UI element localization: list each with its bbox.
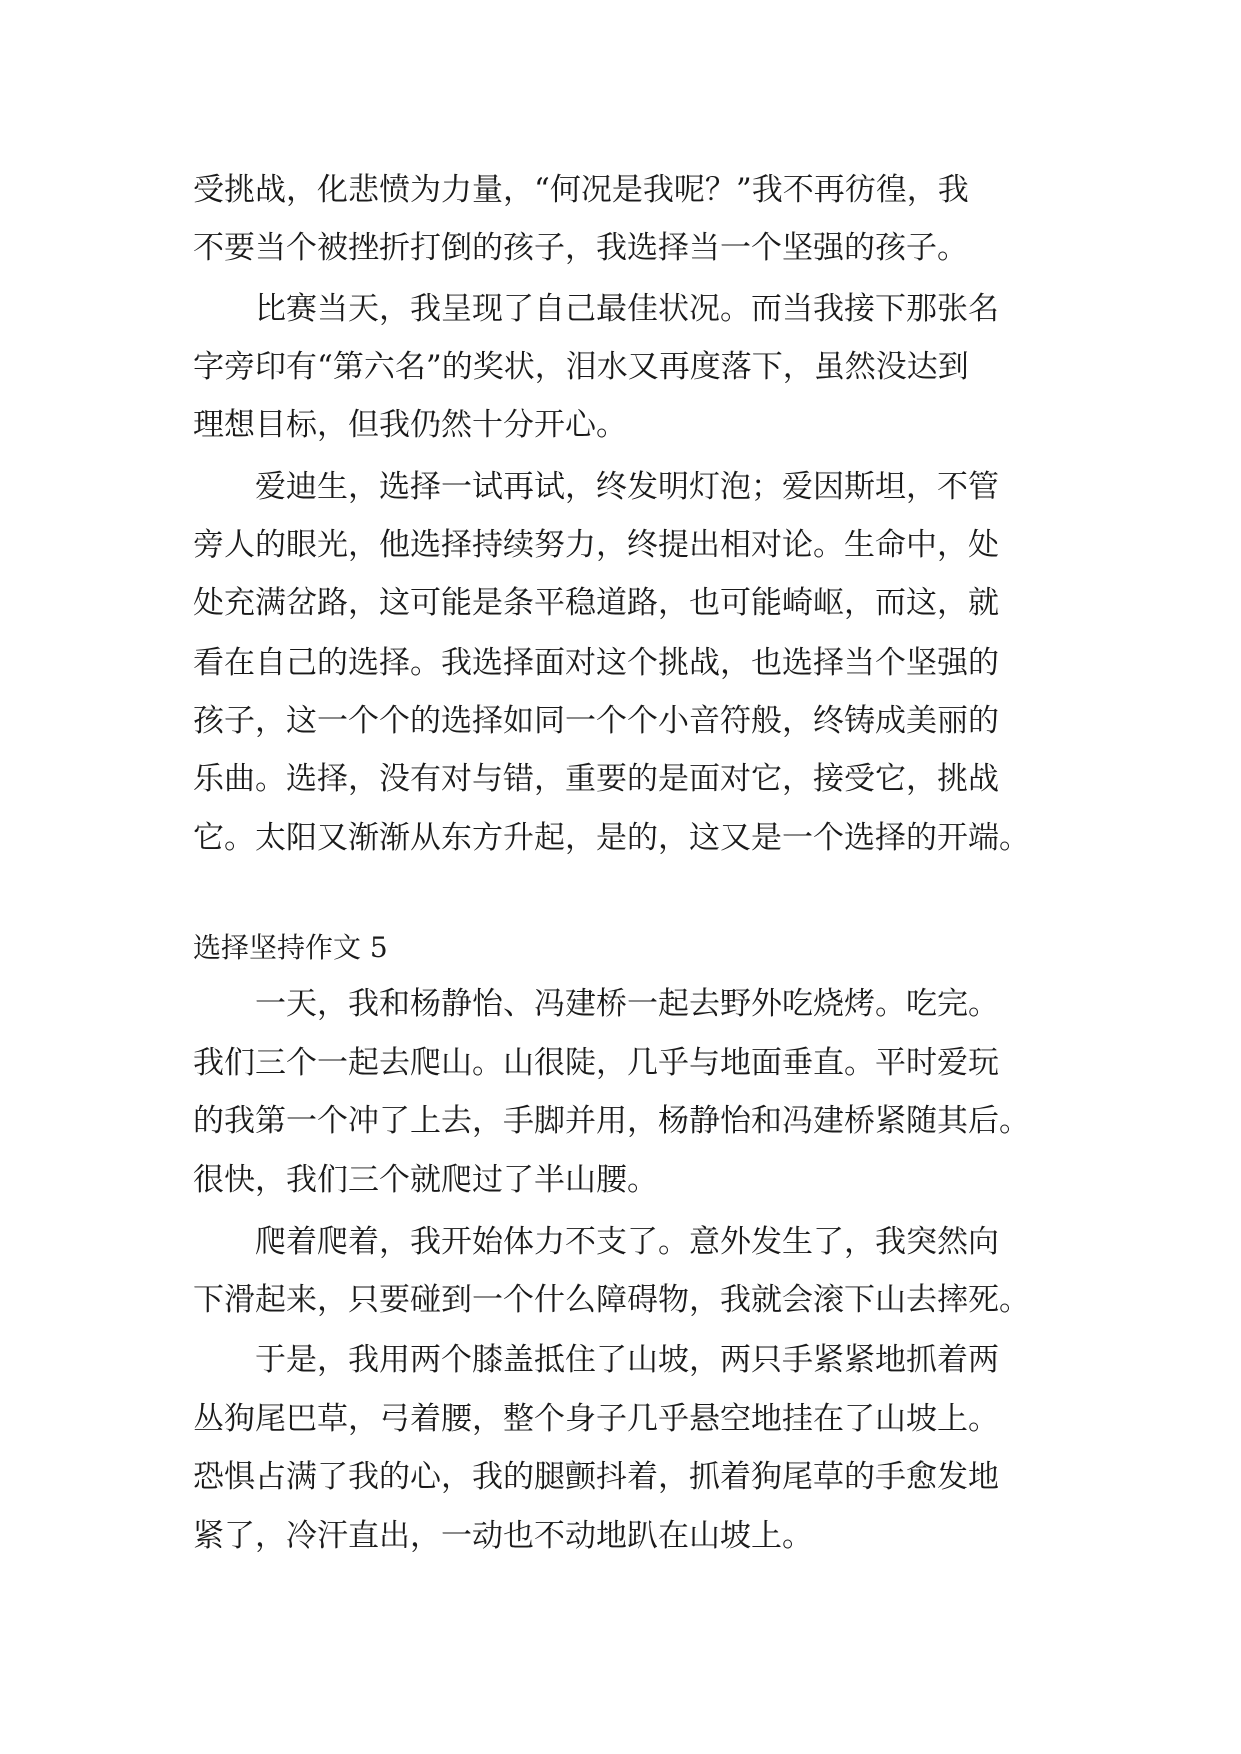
paragraph-line: 它。太阳又渐渐从东方升起，是的，这又是一个选择的开端。 <box>193 820 1030 856</box>
paragraph-line: 的我第一个冲了上去，手脚并用，杨静怡和冯建桥紧随其后。 <box>193 1103 1030 1139</box>
paragraph-line: 紧了，冷汗直出，一动也不动地趴在山坡上。 <box>193 1518 813 1554</box>
paragraph-line: 于是，我用两个膝盖抵住了山坡，两只手紧紧地抓着两 <box>255 1342 999 1378</box>
paragraph-line: 乐曲。选择，没有对与错，重要的是面对它，接受它，挑战 <box>193 761 999 797</box>
paragraph-line: 爬着爬着，我开始体力不支了。意外发生了，我突然向 <box>255 1224 999 1260</box>
paragraph-line: 恐惧占满了我的心，我的腿颤抖着，抓着狗尾草的手愈发地 <box>193 1459 999 1495</box>
paragraph-line: 比赛当天，我呈现了自己最佳状况。而当我接下那张名 <box>255 291 999 327</box>
paragraph-line: 下滑起来，只要碰到一个什么障碍物，我就会滚下山去摔死。 <box>193 1282 1030 1318</box>
paragraph-line: 看在自己的选择。我选择面对这个挑战，也选择当个坚强的 <box>193 645 999 681</box>
section-title: 选择坚持作文 5 <box>193 931 388 964</box>
paragraph-line: 爱迪生，选择一试再试，终发明灯泡；爱因斯坦，不管 <box>255 469 999 505</box>
paragraph-line: 很快，我们三个就爬过了半山腰。 <box>193 1162 658 1198</box>
paragraph-line: 旁人的眼光，他选择持续努力，终提出相对论。生命中，处 <box>193 527 999 563</box>
paragraph-line: 受挑战，化悲愤为力量，“何况是我呢？”我不再彷徨，我 <box>193 172 969 208</box>
paragraph-line: 丛狗尾巴草，弓着腰，整个身子几乎悬空地挂在了山坡上。 <box>193 1401 999 1437</box>
paragraph-line: 我们三个一起去爬山。山很陡，几乎与地面垂直。平时爱玩 <box>193 1045 999 1081</box>
paragraph-line: 不要当个被挫折打倒的孩子，我选择当一个坚强的孩子。 <box>193 230 968 266</box>
paragraph-line: 一天，我和杨静怡、冯建桥一起去野外吃烧烤。吃完。 <box>255 986 999 1022</box>
paragraph-line: 理想目标，但我仍然十分开心。 <box>193 407 627 443</box>
paragraph-line: 孩子，这一个个的选择如同一个个小音符般，终铸成美丽的 <box>193 703 999 739</box>
paragraph-line: 处充满岔路，这可能是条平稳道路，也可能崎岖，而这，就 <box>193 585 999 621</box>
paragraph-line: 字旁印有“第六名”的奖状，泪水又再度落下，虽然没达到 <box>193 349 969 385</box>
